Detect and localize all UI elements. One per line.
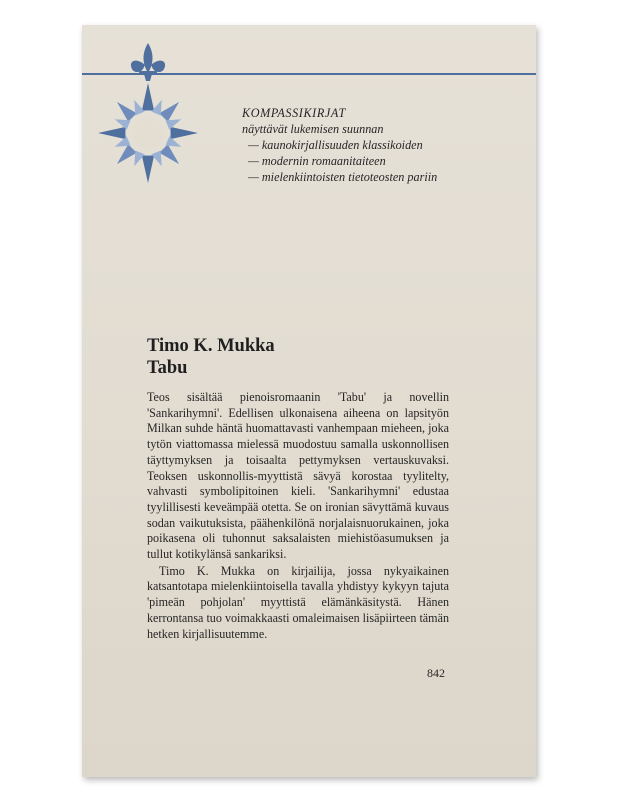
book-title: Tabu — [147, 358, 188, 378]
compass-logo-icon — [96, 29, 200, 187]
compass-rose-icon — [96, 71, 200, 187]
fleur-de-lis-icon — [131, 43, 165, 81]
book-back-cover — [82, 25, 536, 777]
catalog-number: 842 — [427, 666, 445, 680]
series-title: KOMPASSIKIRJAT — [242, 106, 346, 120]
series-line: näyttävät lukemisen suunnan — [242, 122, 384, 136]
series-line: — mielenkiintoisten tietoteosten pariin — [248, 170, 438, 184]
series-description — [242, 105, 522, 185]
title-block — [147, 335, 275, 379]
series-line: — modernin romaanitaiteen — [248, 154, 386, 168]
series-line: — kaunokirjallisuuden klassikoiden — [248, 138, 423, 152]
blurb-paragraph: Teos sisältää pienoisromaanin 'Tabu' ja novellin 'Sankarihymni'. Edellisen ulkonaisena aiheena on lapsityön Milkan suhde häntä huomattavasti vanhempaan mieheen, joka tytön viattomassa mielessä muodostuu samalla uskonnollisen täyttymyksen ja toisaalta pettymyksen vertauskuvaksi. Teoksen uskonnollis-myyttistä sävyä korostaa tyylitelty, vahvasti symbolipitoinen kieli. 'Sankarihymni' edustaa tyylillisesti keveämpää otetta. Se on ironian sävyttämä kuvaus sodan vaikutuksista, päähenkilönä norjalaisnuorukainen, joka poikasena oli tuhonnut saksalaisten miehistöasumuksen ja tullut kotikylänsä sankariksi. — [147, 390, 449, 562]
blurb-paragraph: Timo K. Mukka on kirjailija, jossa nykyaikainen katsantotapa mielenkiintoisella tavalla yhdistyy kykyyn tajuta 'pimeän pohjolan' myyttistä elämänkäsitystä. Hänen kerrontansa tuo voimakkaasti omaleimaisen lisäpiirteen tämän hetken kirjallisuutemme. — [147, 563, 449, 641]
author-name: Timo K. Mukka — [147, 336, 275, 356]
blurb-text — [147, 390, 449, 642]
